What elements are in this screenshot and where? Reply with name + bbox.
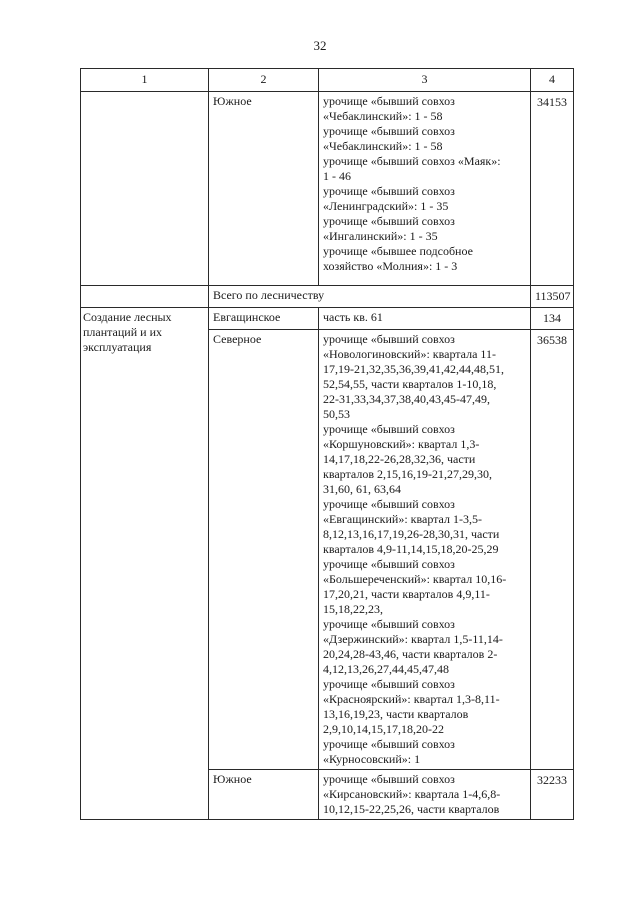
text-line: урочище «бывший совхоз: [323, 214, 455, 228]
text-line: эксплуатация: [83, 340, 152, 354]
text-line: «Ленинградский»: 1 - 35: [323, 199, 449, 213]
text-line: 13,16,19,23, части кварталов: [323, 707, 469, 721]
header-cell: 1: [81, 69, 209, 92]
text-line: урочище «бывший совхоз: [323, 557, 455, 571]
table-row: [81, 92, 574, 286]
text-line: 50,53: [323, 407, 350, 421]
text-line: «Курносовский»: 1: [323, 752, 421, 766]
text-line: 52,54,55, части кварталов 1-10,18,: [323, 377, 497, 391]
table-cell-area: 36538: [531, 330, 574, 770]
table-cell-area: 34153: [531, 92, 574, 286]
text-line: урочище «бывший совхоз: [323, 737, 455, 751]
table-row: [81, 308, 574, 330]
text-line: урочище «бывший совхоз: [323, 332, 455, 346]
text-line: «Новологиновский»: квартала 11-: [323, 347, 496, 361]
table-cell-purpose: [81, 92, 209, 286]
text-line: урочище «бывший совхоз: [323, 422, 455, 436]
total-value: 113507: [531, 286, 574, 308]
text-line: «Дзержинский»: квартал 1,5-11,14-: [323, 632, 503, 646]
text-line: «Большереченский»: квартал 10,16-: [323, 572, 507, 586]
table-cell-district: Южное: [209, 92, 319, 286]
text-line: урочище «бывшее подсобное: [323, 244, 473, 258]
table-cell-area: 134: [531, 308, 574, 330]
text-line: «Кирсановский»: квартала 1-4,6,8-: [323, 787, 501, 801]
text-line: 1 - 46: [323, 169, 351, 183]
text-line: урочище «бывший совхоз: [323, 677, 455, 691]
text-line: кварталов 2,15,16,19-21,27,29,30,: [323, 467, 492, 481]
table-cell-district: Евгащинское: [209, 308, 319, 330]
text-line: 2,9,10,14,15,17,18,20-22: [323, 722, 444, 736]
text-line: «Чебаклинский»: 1 - 58: [323, 139, 443, 153]
text-line: хозяйство «Молния»: 1 - 3: [323, 259, 458, 273]
text-line: часть кв. 61: [323, 310, 383, 324]
text-line: кварталов 4,9-11,14,15,18,20-25,29: [323, 542, 499, 556]
table-header-row: [81, 69, 574, 92]
text-line: урочище «бывший совхоз: [323, 772, 455, 786]
text-line: 22-31,33,34,37,38,40,43,45-47,49,: [323, 392, 490, 406]
text-line: 14,17,18,22-26,28,32,36, части: [323, 452, 476, 466]
text-line: 10,12,15-22,25,26, части кварталов: [323, 802, 500, 816]
text-line: урочище «бывший совхоз «Маяк»:: [323, 154, 501, 168]
table-cell-locations: [319, 770, 531, 820]
table-row-total: [81, 286, 574, 308]
table-cell-locations: [319, 330, 531, 770]
text-line: 4,12,13,26,27,44,45,47,48: [323, 662, 449, 676]
table-cell-purpose: [81, 308, 209, 820]
text-line: 15,18,22,23,: [323, 602, 383, 616]
text-line: плантаций и их: [83, 325, 162, 339]
table-cell-district: Южное: [209, 770, 319, 820]
header-cell: 4: [531, 69, 574, 92]
page-number: 32: [313, 38, 327, 53]
text-line: «Чебаклинский»: 1 - 58: [323, 109, 443, 123]
text-line: «Коршуновский»: квартал 1,3-: [323, 437, 480, 451]
text-line: урочище «бывший совхоз: [323, 184, 455, 198]
table-cell-purpose: [81, 286, 209, 308]
total-label: Всего по лесничеству: [209, 286, 531, 308]
text-line: «Красноярский»: квартал 1,3-8,11-: [323, 692, 500, 706]
header-cell: 2: [209, 69, 319, 92]
text-line: 31,60, 61, 63,64: [323, 482, 401, 496]
text-line: 17,19-21,32,35,36,39,41,42,44,48,51,: [323, 362, 504, 376]
text-line: урочище «бывший совхоз: [323, 124, 455, 138]
text-line: «Ингалинский»: 1 - 35: [323, 229, 438, 243]
header-cell: 3: [319, 69, 531, 92]
text-line: урочище «бывший совхоз: [323, 617, 455, 631]
table-cell-locations: [319, 92, 531, 286]
text-line: «Евгащинский»: квартал 1-3,5-: [323, 512, 482, 526]
text-line: урочище «бывший совхоз: [323, 94, 455, 108]
text-line: 17,20,21, части кварталов 4,9,11-: [323, 587, 490, 601]
text-line: 8,12,13,16,17,19,26-28,30,31, части: [323, 527, 500, 541]
text-line: 20,24,28-43,46, части кварталов 2-: [323, 647, 498, 661]
text-line: урочище «бывший совхоз: [323, 497, 455, 511]
table-cell-district: Северное: [209, 330, 319, 770]
table-cell-area: 32233: [531, 770, 574, 820]
text-line: Создание лесных: [83, 310, 172, 324]
table-cell-locations: [319, 308, 531, 330]
forestry-table: [80, 68, 574, 820]
